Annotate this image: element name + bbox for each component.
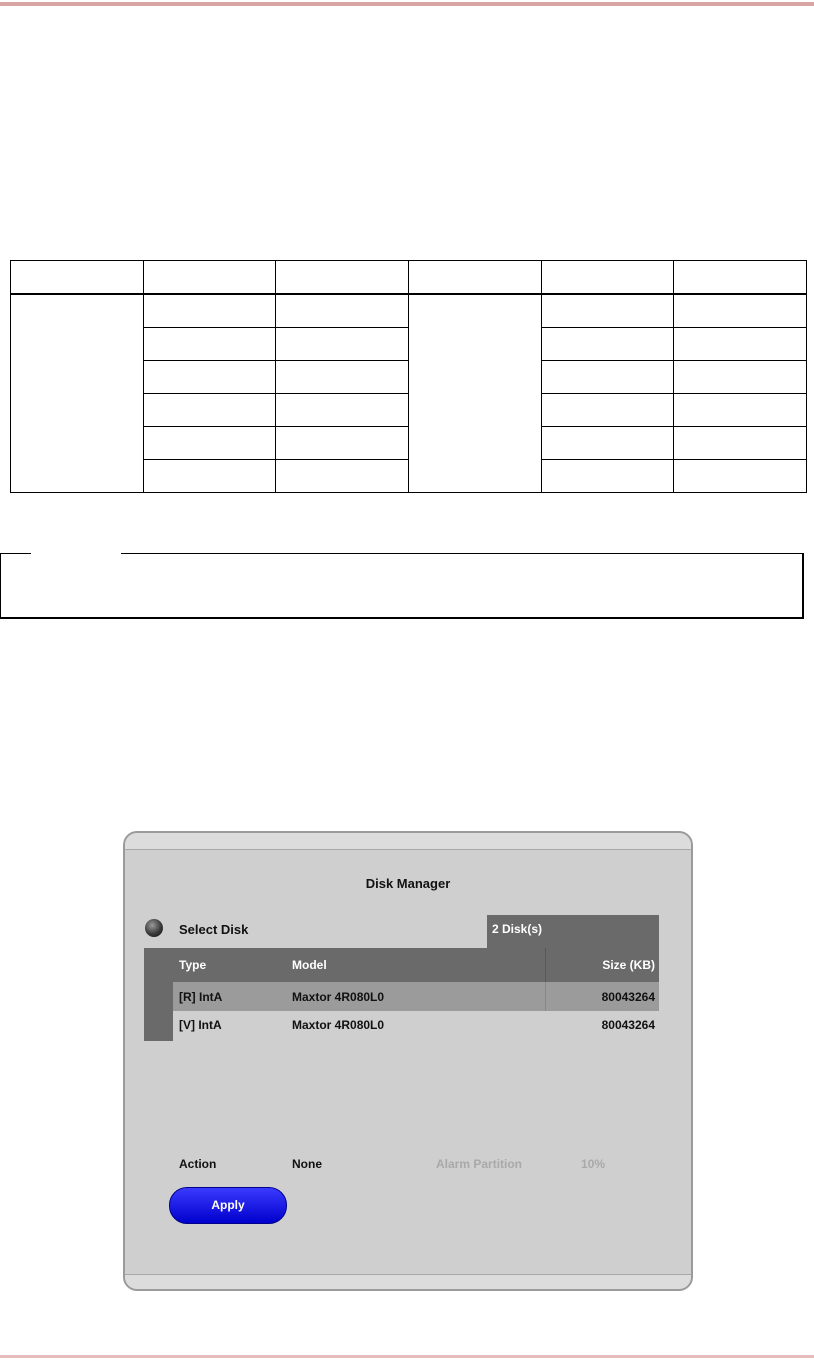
disk-row-size[interactable]: 80043264 <box>601 1018 655 1032</box>
spec-cell <box>276 328 409 361</box>
spec-cell <box>541 460 674 493</box>
spec-cell <box>674 294 807 328</box>
spec-cell <box>11 261 144 295</box>
select-disk-label: Select Disk <box>179 922 249 937</box>
note-box-tab <box>31 551 121 557</box>
spec-cell-merged <box>11 294 144 493</box>
column-header-type[interactable]: Type <box>179 958 207 972</box>
spec-table-header-row <box>11 261 807 295</box>
spec-cell <box>143 361 276 394</box>
disk-row-type[interactable]: [V] IntA <box>179 1018 222 1032</box>
spec-cell <box>276 261 409 295</box>
action-label: Action <box>179 1157 217 1171</box>
spec-cell <box>674 261 807 295</box>
dialog-bottom-band <box>125 1274 691 1289</box>
alarm-partition-label: Alarm Partition <box>436 1157 523 1171</box>
spec-cell <box>674 460 807 493</box>
spec-cell <box>143 294 276 328</box>
note-box <box>0 553 804 619</box>
dialog-title: Disk Manager <box>365 876 451 891</box>
column-header-size[interactable]: Size (KB) <box>602 958 655 972</box>
spec-cell <box>541 261 674 295</box>
spec-cell-merged <box>408 294 541 493</box>
spec-cell <box>276 460 409 493</box>
spec-cell <box>541 394 674 427</box>
spec-cell <box>541 427 674 460</box>
spec-cell <box>674 427 807 460</box>
spec-cell <box>276 294 409 328</box>
radio-selected-icon[interactable] <box>145 919 163 937</box>
spec-cell <box>541 361 674 394</box>
spec-cell <box>276 394 409 427</box>
alarm-partition-value: 10% <box>581 1157 606 1171</box>
disk-row-model[interactable]: Maxtor 4R080L0 <box>292 990 385 1004</box>
row-marker-column <box>144 982 173 1041</box>
spec-cell <box>276 427 409 460</box>
spec-cell <box>143 328 276 361</box>
spec-cell <box>674 328 807 361</box>
disk-row-model[interactable]: Maxtor 4R080L0 <box>292 1018 385 1032</box>
spec-cell <box>143 261 276 295</box>
spec-cell <box>143 460 276 493</box>
spec-table-row <box>11 294 807 328</box>
header-rule <box>0 2 814 6</box>
spec-cell <box>276 361 409 394</box>
disk-row-size[interactable]: 80043264 <box>601 990 655 1004</box>
column-header-model[interactable]: Model <box>292 958 327 972</box>
apply-button[interactable]: Apply <box>169 1187 287 1224</box>
footer-rule <box>0 1355 814 1358</box>
dialog-top-band <box>125 833 691 850</box>
spec-cell <box>674 361 807 394</box>
disk-row-type[interactable]: [R] IntA <box>179 990 223 1004</box>
spec-cell <box>143 394 276 427</box>
spec-cell <box>541 294 674 328</box>
spec-cell <box>541 328 674 361</box>
spec-cell <box>408 261 541 295</box>
spec-cell <box>143 427 276 460</box>
disk-manager-dialog <box>123 831 693 1291</box>
action-select[interactable]: None <box>292 1157 322 1171</box>
spec-table <box>10 260 807 493</box>
spec-cell <box>674 394 807 427</box>
disk-count: 2 Disk(s) <box>492 922 543 936</box>
